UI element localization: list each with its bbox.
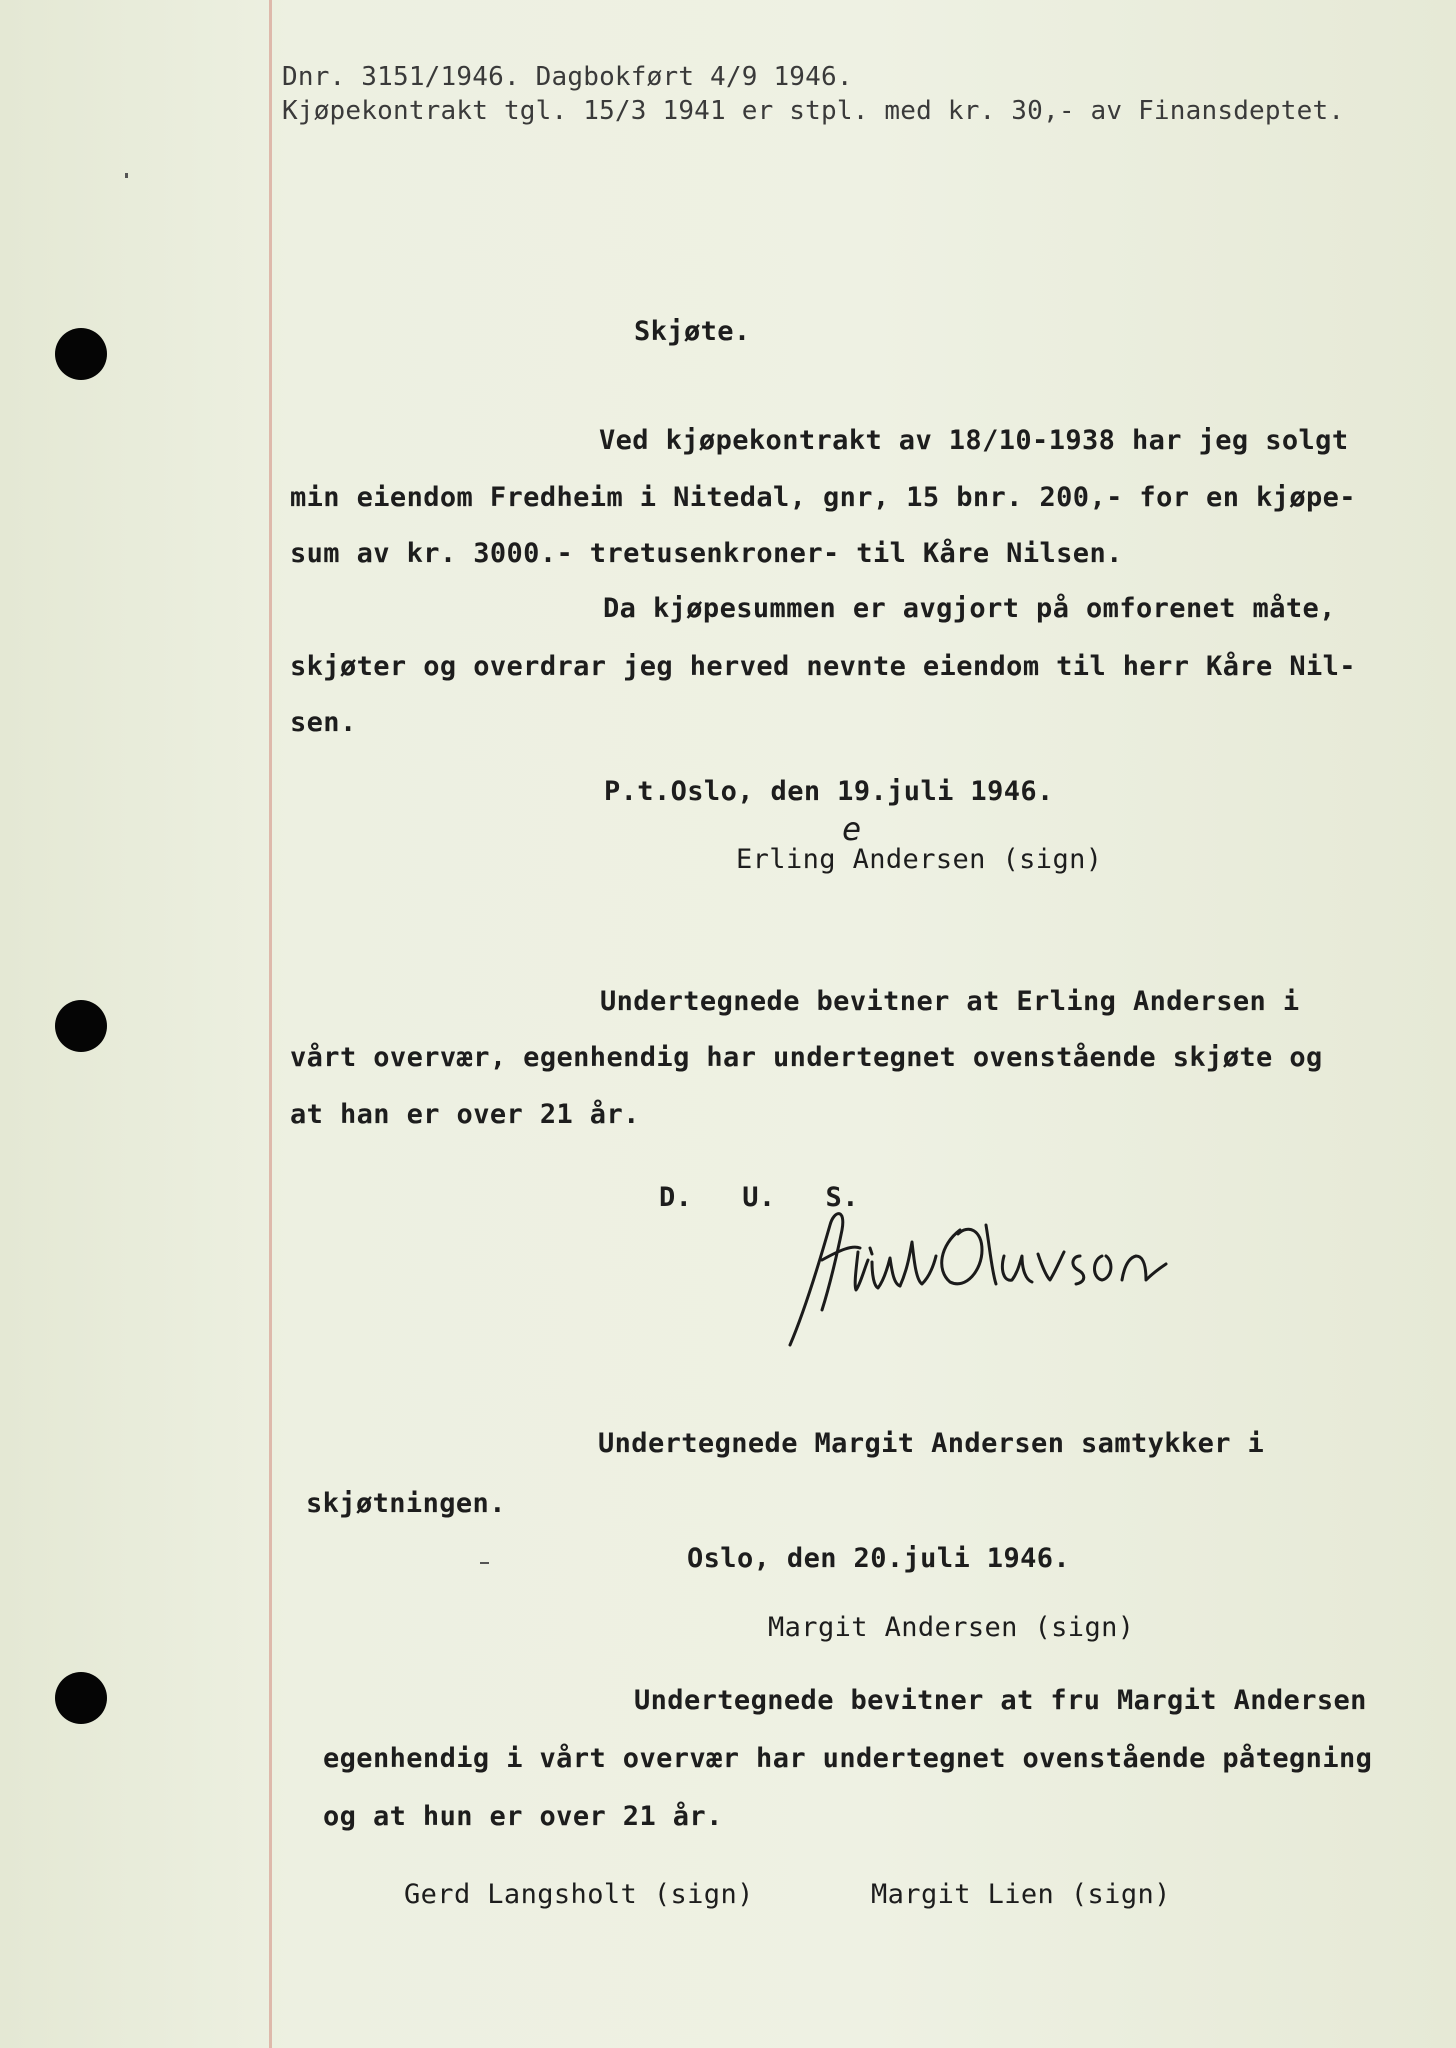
margin-rule [269, 0, 272, 2048]
witness1-line-1: Undertegnede bevitner at Erling Andersen i [600, 986, 1300, 1017]
witness-a: Gerd Langsholt (sign) [404, 1879, 754, 1910]
consent-line-2: skjøtningen. [306, 1488, 506, 1519]
handwritten-signature [760, 1190, 1240, 1360]
punch-hole-middle [55, 1000, 107, 1052]
para1-line-3: sum av kr. 3000.- tretusenkroner- til Kåre Nilsen. [290, 538, 1123, 569]
signer-2: Margit Andersen (sign) [768, 1612, 1135, 1643]
para2-line-3: sen. [290, 707, 357, 738]
witness2-line-1: Undertegnede bevitner at fru Margit Andersen [634, 1685, 1367, 1716]
document-title: Skjøte. [634, 316, 751, 347]
signer-1: Erling Andersen (sign) [736, 844, 1103, 875]
witness2-line-3: og at hun er over 21 år. [323, 1801, 723, 1832]
dus-mark: D. U. S. [659, 1182, 859, 1213]
punch-hole-bottom [55, 1672, 107, 1724]
paper-speck [125, 173, 128, 178]
para2-line-2: skjøter og overdrar jeg herved nevnte eiendom til herr Kåre Nil- [290, 651, 1356, 682]
para2-line-1: Da kjøpesummen er avgjort på omforenet måte, [603, 593, 1336, 624]
para1-line-1: Ved kjøpekontrakt av 18/10-1938 har jeg solgt [599, 425, 1349, 456]
para1-line-2: min eiendom Fredheim i Nitedal, gnr, 15 bnr. 200,- for en kjøpe- [290, 482, 1356, 513]
consent-line-1: Undertegnede Margit Andersen samtykker i [598, 1428, 1265, 1459]
correction-mark: e [842, 810, 862, 848]
place-date-1: P.t.Oslo, den 19.juli 1946. [604, 776, 1054, 807]
place-date-2: Oslo, den 20.juli 1946. [687, 1543, 1071, 1574]
witness-b: Margit Lien (sign) [871, 1879, 1171, 1910]
paper-speck [480, 1562, 489, 1564]
witness2-line-2: egenhendig i vårt overvær har undertegnet ovenstående påtegning [323, 1743, 1373, 1774]
punch-hole-top [55, 328, 107, 380]
header-line-2: Kjøpekontrakt tgl. 15/3 1941 er stpl. med kr. 30,- av Finansdeptet. [282, 96, 1345, 126]
witness1-line-3: at han er over 21 år. [290, 1099, 640, 1130]
header-line-1: Dnr. 3151/1946. Dagbokført 4/9 1946. [282, 62, 853, 92]
witness1-line-2: vårt overvær, egenhendig har undertegnet ovenstående skjøte og [290, 1042, 1323, 1073]
